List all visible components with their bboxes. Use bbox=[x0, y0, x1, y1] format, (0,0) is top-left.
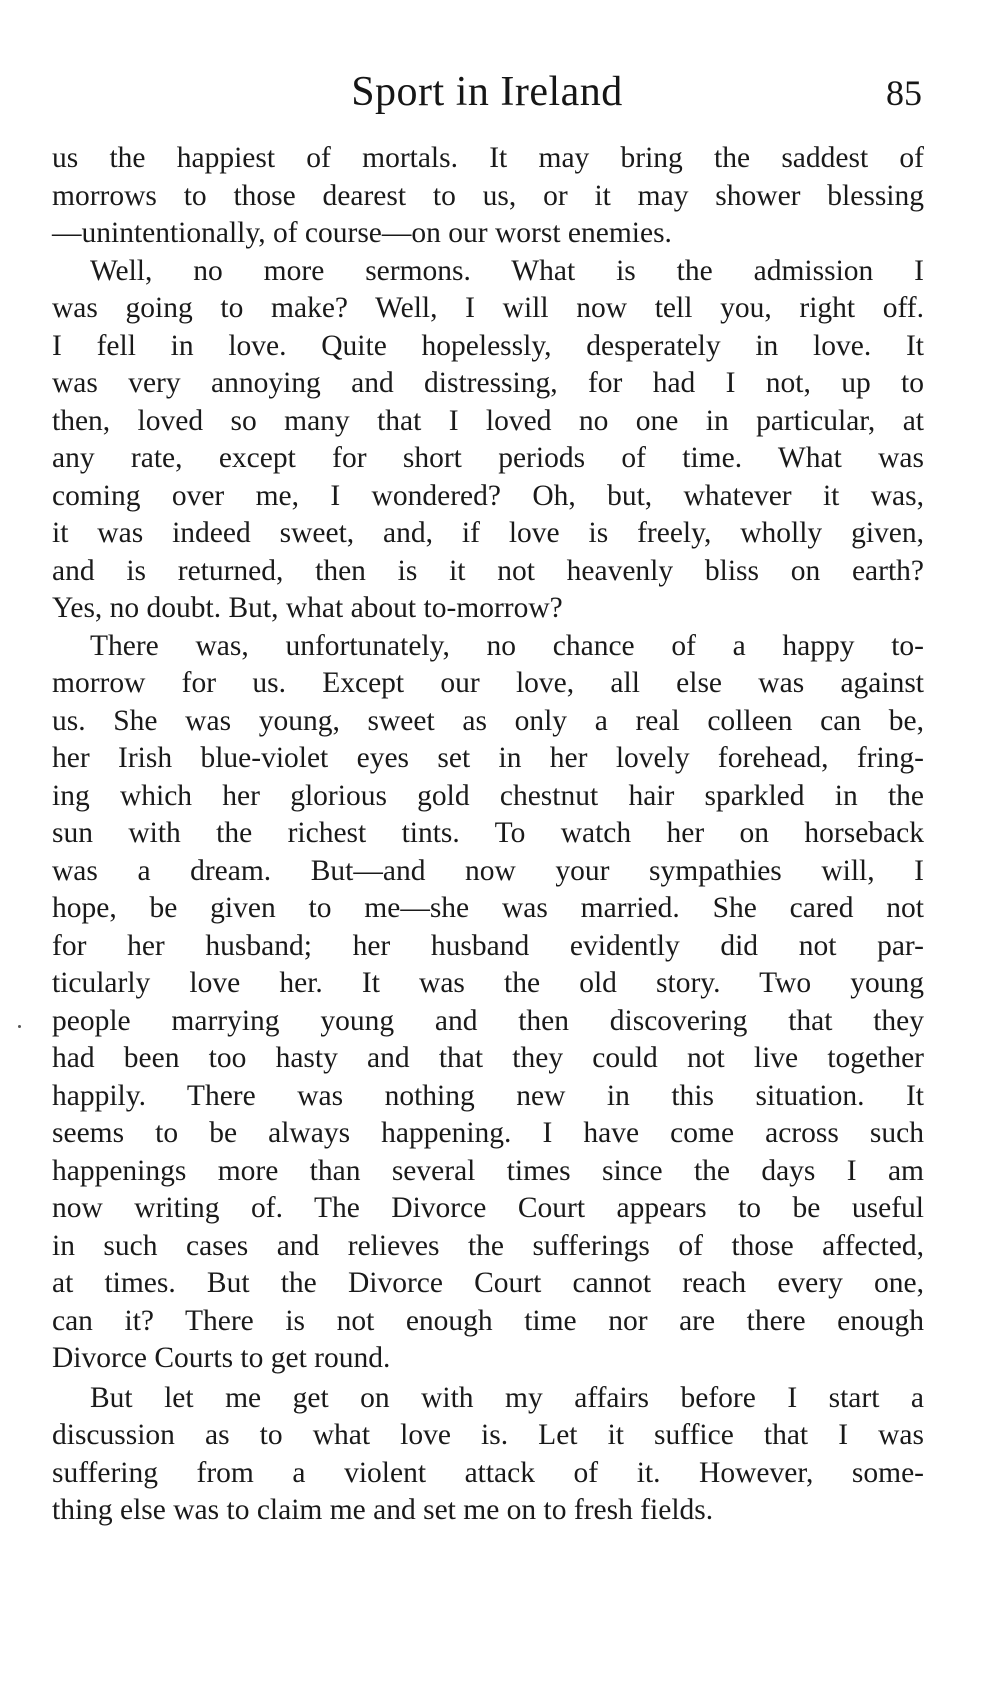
text-line: for her husband; her husband evidently did not par- bbox=[52, 929, 924, 962]
text-line: coming over me, I wondered? Oh, but, whatever it was, bbox=[52, 479, 924, 512]
paragraph bbox=[52, 628, 924, 1378]
running-head bbox=[52, 68, 922, 128]
text-line: happenings more than several times since the days I am bbox=[52, 1154, 924, 1187]
text-line: seems to be always happening. I have come across such bbox=[52, 1117, 924, 1149]
text-line: Divorce Courts to get round. bbox=[52, 1342, 391, 1374]
text-line: was very annoying and distressing, for had I not, up to bbox=[52, 367, 924, 399]
text-line: can it? There is not enough time nor are there enough bbox=[52, 1304, 924, 1337]
text-line: thing else was to claim me and set me on to fresh fields. bbox=[52, 1494, 714, 1526]
paragraph bbox=[52, 1380, 924, 1530]
text-line: I fell in love. Quite hopelessly, desperately in love. It bbox=[52, 329, 924, 362]
text-line: had been too hasty and that they could not live together bbox=[52, 1042, 924, 1074]
text-line: and is returned, then is it not heavenly bliss on earth? bbox=[52, 554, 924, 587]
text-line: morrows to those dearest to us, or it may shower blessing bbox=[52, 179, 924, 212]
text-line: sun with the richest tints. To watch her on horseback bbox=[52, 817, 924, 849]
text-line: us. She was young, sweet as only a real colleen can be, bbox=[52, 704, 924, 737]
text-line: But let me get on with my affairs before I start a bbox=[90, 1381, 924, 1414]
text-line: happily. There was nothing new in this situation. It bbox=[52, 1079, 924, 1112]
page-title: Sport in Ireland bbox=[351, 69, 623, 115]
text-line: —unintentionally, of course—on our worst enemies. bbox=[52, 217, 672, 249]
text-line: Yes, no doubt. But, what about to-morrow? bbox=[52, 592, 563, 624]
text-line: hope, be given to me—she was married. She cared not bbox=[52, 892, 924, 924]
text-line: her Irish blue-violet eyes set in her lovely forehead, fring- bbox=[52, 742, 924, 774]
text-line: us the happiest of mortals. It may bring the saddest of bbox=[52, 142, 924, 174]
paragraph bbox=[52, 140, 924, 253]
paragraph bbox=[52, 253, 924, 628]
text-line: then, loved so many that I loved no one in particular, at bbox=[52, 404, 924, 437]
text-line: discussion as to what love is. Let it suffice that I was bbox=[52, 1419, 924, 1451]
text-line: people marrying young and then discovering that they bbox=[52, 1004, 924, 1037]
text-line: ticularly love her. It was the old story. Two young bbox=[52, 967, 924, 999]
text-line: it was indeed sweet, and, if love is freely, wholly given, bbox=[52, 517, 924, 549]
page-number: 85 bbox=[886, 73, 922, 113]
text-line: any rate, except for short periods of time. What was bbox=[52, 442, 924, 474]
text-line: There was, unfortunately, no chance of a happy to- bbox=[90, 629, 924, 662]
text-line: now writing of. The Divorce Court appears to be useful bbox=[52, 1192, 924, 1224]
body-text bbox=[52, 140, 924, 1530]
text-line: at times. But the Divorce Court cannot reach every one, bbox=[52, 1267, 924, 1299]
text-line: morrow for us. Except our love, all else was against bbox=[52, 667, 924, 699]
text-line: in such cases and relieves the sufferings of those affected, bbox=[52, 1229, 924, 1262]
text-line: was a dream. But—and now your sympathies will, I bbox=[52, 854, 924, 887]
text-line: ing which her glorious gold chestnut hair sparkled in the bbox=[52, 779, 924, 812]
margin-speck bbox=[18, 1025, 21, 1028]
text-line: was going to make? Well, I will now tell you, right off. bbox=[52, 292, 924, 324]
text-line: Well, no more sermons. What is the admission I bbox=[90, 254, 924, 287]
text-line: suffering from a violent attack of it. However, some- bbox=[52, 1456, 924, 1489]
